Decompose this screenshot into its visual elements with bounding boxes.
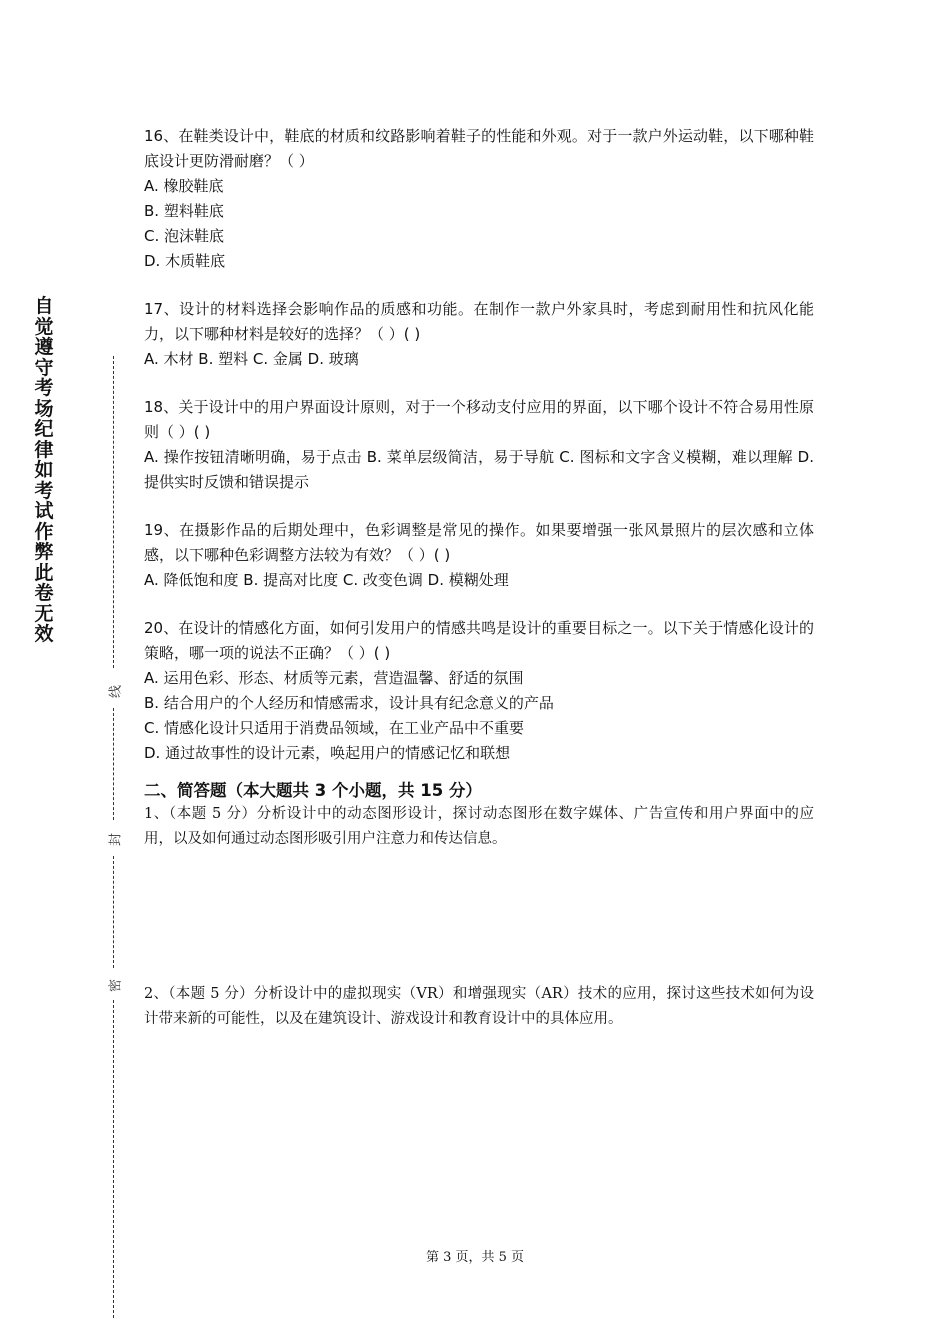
question-stem: 20、在设计的情感化方面，如何引发用户的情感共鸣是设计的重要目标之一。以下关于情感化设计的策略，哪一项的说法不正确？（ ）( ): [144, 619, 814, 662]
option-a: A. 橡胶鞋底: [144, 177, 224, 195]
question-17: [144, 297, 814, 372]
binding-dashed-line: [113, 1000, 114, 1318]
short-answer-1: [144, 802, 814, 852]
short-answer-question: 2、（本题 5 分）分析设计中的虚拟现实（VR）和增强现实（AR）技术的应用，探讨这些技术如何为设计带来新的可能性，以及在建筑设计、游戏设计和教育设计中的具体应用。: [144, 986, 814, 1027]
page-number: 第 3 页，共 5 页: [425, 1250, 525, 1265]
option-a: A. 运用色彩、形态、材质等元素，营造温馨、舒适的氛围: [144, 669, 524, 687]
question-19: [144, 518, 814, 593]
binding-dashed-line: [113, 856, 114, 968]
options-line: A. 木材 B. 塑料 C. 金属 D. 玻璃: [144, 350, 359, 368]
question-18: [144, 395, 814, 495]
option-b: B. 塑料鞋底: [144, 202, 224, 220]
section-title: 二、简答题（本大题共 3 个小题，共 15 分）: [144, 781, 482, 800]
question-stem: 18、关于设计中的用户界面设计原则，对于一个移动支付应用的界面，以下哪个设计不符合易用性原则（ ）( ): [144, 398, 814, 441]
binding-dashed-line: [113, 356, 114, 668]
binding-warning: 自觉遵守考场纪律如考试作弊此卷无效: [34, 295, 54, 645]
option-d: D. 木质鞋底: [144, 252, 226, 270]
option-c: C. 情感化设计只适用于消费品领域，在工业产品中不重要: [144, 719, 525, 737]
question-16: [144, 124, 814, 274]
binding-seal-label: 封: [108, 833, 124, 847]
options-line: A. 操作按钮清晰明确，易于点击 B. 菜单层级简洁，易于导航 C. 图标和文字含义模糊，难以理解 D. 提供实时反馈和错误提示: [144, 448, 814, 491]
options-line: A. 降低饱和度 B. 提高对比度 C. 改变色调 D. 模糊处理: [144, 571, 509, 589]
option-d: D. 通过故事性的设计元素，唤起用户的情感记忆和联想: [144, 744, 511, 762]
question-stem: 19、在摄影作品的后期处理中，色彩调整是常见的操作。如果要增强一张风景照片的层次感和立体感，以下哪种色彩调整方法较为有效？（ ）( ): [144, 521, 814, 564]
question-content: [144, 124, 814, 1032]
short-answer-question: 1、（本题 5 分）分析设计中的动态图形设计，探讨动态图形在数字媒体、广告宣传和用户界面中的应用，以及如何通过动态图形吸引用户注意力和传达信息。: [144, 806, 814, 847]
question-stem: 16、在鞋类设计中，鞋底的材质和纹路影响着鞋子的性能和外观。对于一款户外运动鞋，以下哪种鞋底设计更防滑耐磨？（ ）: [144, 127, 814, 170]
binding-secret-label: 密: [108, 979, 124, 993]
option-b: B. 结合用户的个人经历和情感需求，设计具有纪念意义的产品: [144, 694, 554, 712]
option-c: C. 泡沫鞋底: [144, 227, 225, 245]
short-answer-2: [144, 982, 814, 1032]
binding-dashed-line: [113, 708, 114, 820]
binding-line-label: 线: [108, 685, 124, 699]
question-stem: 17、设计的材料选择会影响作品的质感和功能。在制作一款户外家具时，考虑到耐用性和抗风化能力，以下哪种材料是较好的选择？（ ）( ): [144, 300, 814, 343]
question-20: [144, 616, 814, 766]
answer-space: [144, 852, 814, 982]
